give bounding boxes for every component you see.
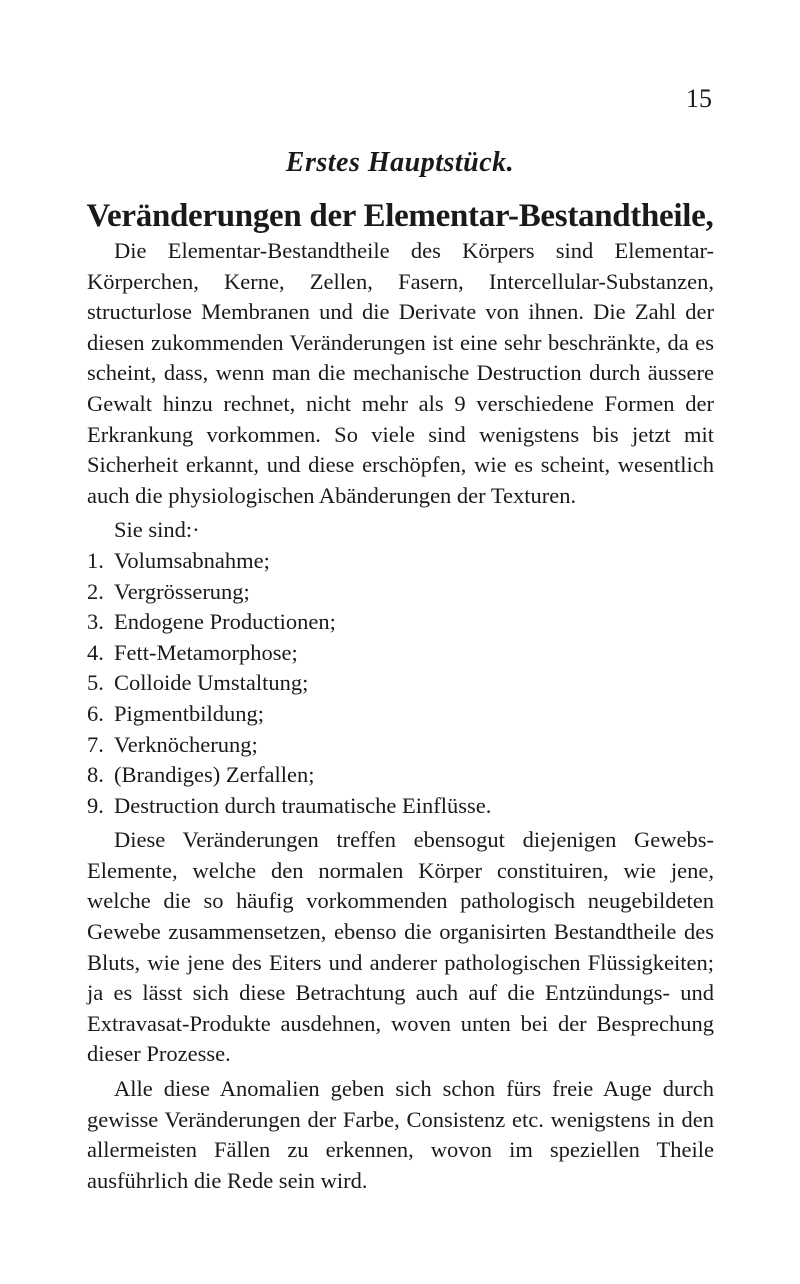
list-text: (Brandiges) Zerfallen; [114,762,315,788]
list-number: 4. [87,639,104,665]
paragraph-anomalies: Alle diese Anomalien geben sich schon fürs freie Auge durch gewisse Veränderungen der Farbe, Consistenz etc. wenigstens in den allermeisten Fällen zu erkennen, wovon im speziellen Theile ausführlich die Rede sein wird. [87,1076,714,1193]
section-title: Veränderungen der Elementar-Bestandtheile, [86,198,714,234]
list-number: 3. [87,609,104,635]
list-intro: Sie sind:· [114,517,200,543]
list-item [87,638,714,669]
list-text: Volumsabnahme; [114,547,270,573]
list-number: 6. [87,700,104,726]
list-item [87,791,714,822]
list-number: 5. [87,670,104,696]
list-text: Vergrösserung; [114,578,250,604]
list-text: Verknöcherung; [114,731,258,757]
list-item [87,668,714,699]
list-text: Pigmentbildung; [114,700,265,726]
change-list [87,546,714,821]
list-text: Fett-Metamorphose; [114,639,298,665]
list-text: Colloide Umstaltung; [114,670,309,696]
list-item [87,760,714,791]
list-item [87,577,714,608]
list-text: Destruction durch traumatische Einflüsse. [114,792,492,818]
list-item [87,699,714,730]
paragraph-scope: Diese Veränderungen treffen ebensogut diejenigen Gewebs-Elemente, welche den normalen Körper constituiren, wie jene, welche die so häufig vorkommenden pathologisch neugebildeten Gewebe zusammensetzen, ebenso die organisirten Bestandtheile des Bluts, wie jene des Eiters und anderer pathologischen Flüssigkeiten; ja es lässt sich diese Betrachtung auch auf die Entzündungs- und Extravasat-Produkte ausdehnen, woven unten bei der Besprechung dieser Prozesse. [87,827,714,1067]
paragraph-intro: Die Elementar-Bestandtheile des Körpers sind Elementar-Körperchen, Kerne, Zellen, Fasern, Intercellular-Substanzen, structurlose Membranen und die Derivate von ihnen. Die Zahl der diesen zukommenden Veränderungen ist eine sehr beschränkte, da es scheint, dass, wenn man die mechanische Destruction durch äussere Gewalt hinzu rechnet, nicht mehr als 9 verschiedene Formen der Erkrankung vorkommen. So viele sind wenigstens bis jetzt mit Sicherheit erkannt, und diese erschöpfen, wie es scheint, wesentlich auch die physiologischen Abänderungen der Texturen. [87,238,714,508]
list-number: 1. [87,547,104,573]
list-number: 8. [87,762,104,788]
list-number: 9. [87,792,104,818]
list-item [87,607,714,638]
chapter-heading: Erstes Hauptstück. [285,147,515,178]
list-item [87,546,714,577]
list-text: Endogene Productionen; [114,609,336,635]
list-number: 7. [87,731,104,757]
body-text [87,236,714,1196]
list-item [87,730,714,761]
page-number: 15 [686,84,712,113]
list-number: 2. [87,578,104,604]
